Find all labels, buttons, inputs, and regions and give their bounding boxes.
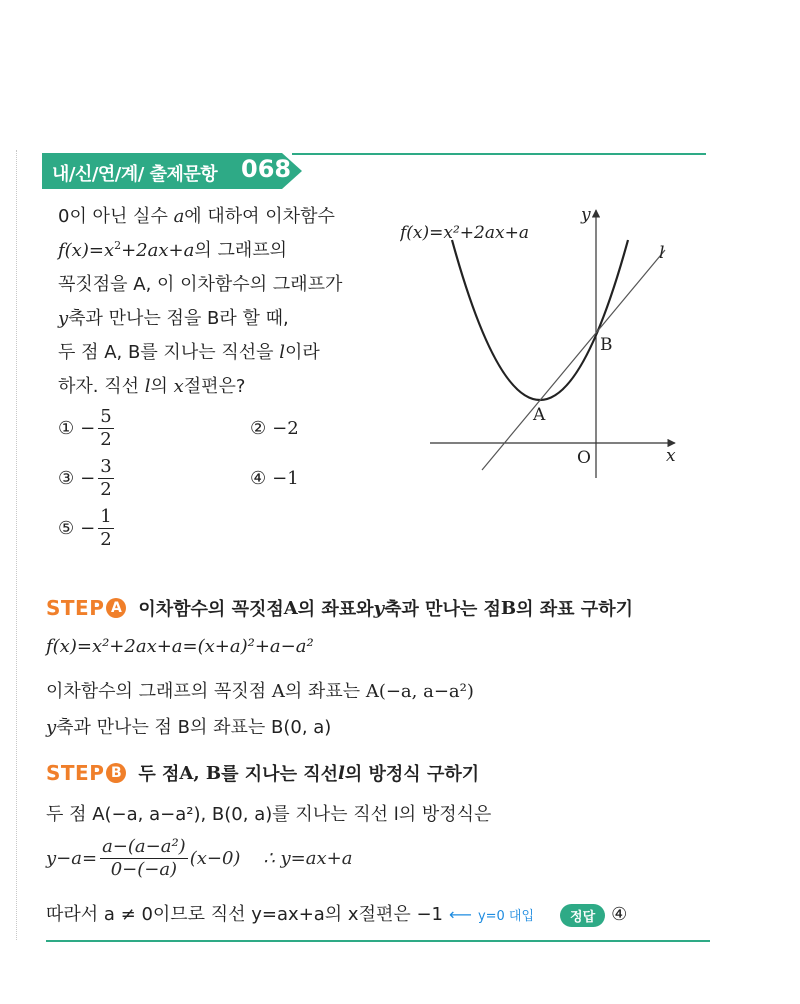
line-l-label: l <box>659 243 665 263</box>
choice-5[interactable]: ⑤ − $\frac{1}{2}$ <box>58 506 112 550</box>
step-a-line-2: 이차함수의 그래프의 꼭짓점 A의 좌표는 A(−a, a−a²) <box>46 681 474 702</box>
point-a-label: A <box>533 405 546 425</box>
problem-number: 068 <box>241 155 292 183</box>
origin-label: O <box>577 448 591 468</box>
choice-3[interactable]: ③ − $\frac{3}{2}$ <box>58 456 112 500</box>
choice-1[interactable]: ① − $\frac{5}{2}$ <box>58 406 112 450</box>
header-label: 내/신/연/계/ 출제문항 <box>52 164 218 185</box>
step-b-badge: B <box>106 763 126 783</box>
func-label: f(x)=x²+2ax+a <box>400 223 529 243</box>
arrow-left-icon: ⟵ <box>449 905 472 924</box>
point-b-label: B <box>600 335 613 355</box>
step-b-title: STEP B 두 점 A, B 를 지나는 직선 l 의 방정식 구하기 <box>46 761 480 785</box>
line-l <box>482 250 665 470</box>
x-axis-label: x <box>666 446 676 466</box>
question-line-6: 하자. 직선 l의 x절편은? <box>58 376 246 397</box>
step-a-title: STEP A 이차함수의 꼭짓점 A 의 좌표와 y 축과 만나는 점 B 의 좌표 구하기 <box>46 596 633 620</box>
choice-2[interactable]: ② −2 <box>250 418 299 439</box>
line-equation: y−a= $\frac{\text{a−(a−a²)}}{0-(-a)}$ (x−0) ∴ y=ax+a <box>46 836 353 880</box>
parabola-graph <box>400 200 700 490</box>
parabola-curve <box>452 240 628 400</box>
question-line-2: $f(x)=x^2+2ax+a$의 그래프의 <box>58 239 287 261</box>
question-line-1: 0이 아닌 실수 a에 대하여 이차함수 <box>58 206 335 227</box>
step-b-conclusion: 따라서 a ≠ 0이므로 직선 y=ax+a의 x절편은 −1 ⟵ y=0 대입 정답 ④ <box>46 904 628 925</box>
answer-value: ④ <box>611 904 628 925</box>
answer-badge: 정답 <box>560 904 605 927</box>
step-a-line-3: y축과 만나는 점 B의 좌표는 B(0, a) <box>46 717 332 738</box>
y-axis-label: y <box>581 205 591 225</box>
question-line-5: 두 점 A, B를 지나는 직선을 l이라 <box>58 342 320 363</box>
header-rule <box>292 153 706 155</box>
question-line-4: y축과 만나는 점을 B라 할 때, <box>58 308 289 329</box>
margin-dotted-line <box>16 150 17 940</box>
step-a-badge: A <box>106 598 126 618</box>
step-b-line-1: 두 점 A(−a, a−a²), B(0, a)를 지나는 직선 l의 방정식은 <box>46 804 492 825</box>
step-a-line-1: f(x)=x²+2ax+a=(x+a)²+a−a² <box>46 636 314 657</box>
question-line-3: 꼭짓점을 A, 이 이차함수의 그래프가 <box>58 274 343 295</box>
hint-text: y=0 대입 <box>477 909 535 924</box>
choice-4[interactable]: ④ −1 <box>250 468 299 489</box>
bottom-rule <box>46 940 710 942</box>
